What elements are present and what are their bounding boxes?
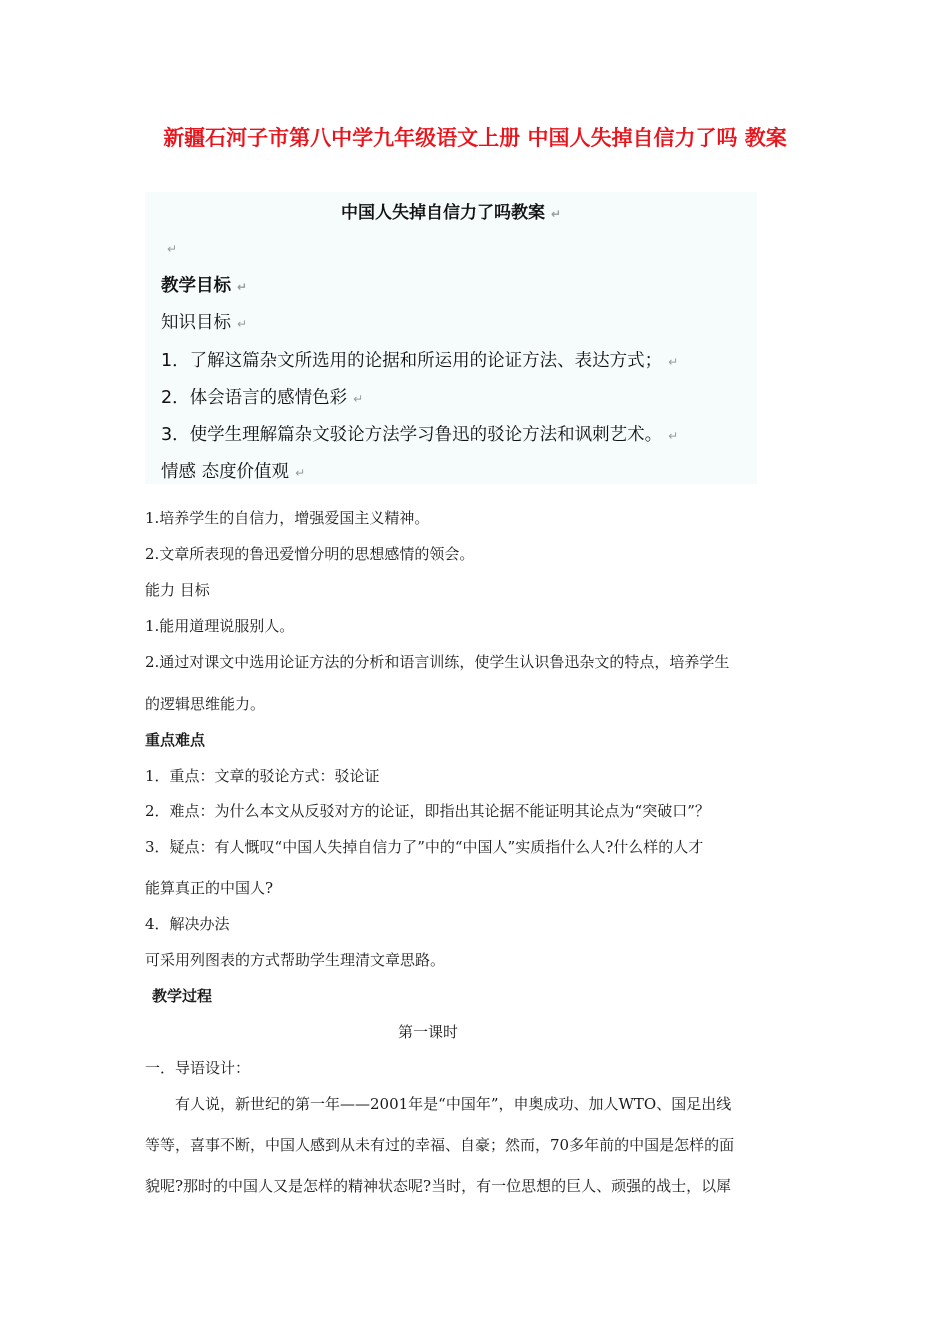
intro-paragraph-line-1: 有人说，新世纪的第一年——2001年是“中国年”，申奥成功、加人WTO、国足出线 <box>175 1095 732 1113</box>
intro-paragraph-line-3: 貌呢?那时的中国人又是怎样的精神状态呢?当时，有一位思想的巨人、顽强的战士，以犀 <box>145 1177 732 1195</box>
teaching-process-heading: 教学过程 <box>152 987 213 1005</box>
key-point-3-cont: 能算真正的中国人? <box>145 879 274 897</box>
return-mark-icon: ↵ <box>167 242 178 256</box>
return-mark-icon: ↵ <box>237 280 248 294</box>
return-mark-icon: ↵ <box>237 317 248 331</box>
return-mark-icon: ↵ <box>668 429 679 443</box>
intro-heading: 一．导语设计： <box>145 1059 251 1077</box>
return-mark-icon: ↵ <box>668 355 679 369</box>
ability-goal-2: 2.通过对课文中选用论证方法的分析和语言训练，使学生认识鲁迅杂文的特点，培养学生 <box>145 653 730 671</box>
scan-heading: 中国人失掉自信力了吗教案 ↵ <box>340 203 562 223</box>
key-point-1: 1．重点：文章的驳论方式：驳论证 <box>145 767 380 785</box>
key-points-heading: 重点难点 <box>145 731 206 749</box>
return-mark-icon: ↵ <box>295 466 306 480</box>
emotion-goal-2: 2.文章所表现的鲁迅爱憎分明的思想感情的领会。 <box>145 545 475 563</box>
scan-line-knowledge: 知识目标 ↵ <box>161 313 248 333</box>
page-title: 新疆石河子市第八中学九年级语文上册 中国人失掉自信力了吗 教案 <box>163 126 787 150</box>
empty-line <box>161 238 177 258</box>
key-point-4: 4．解决办法 <box>145 915 230 933</box>
key-point-3: 3．疑点：有人慨叹“中国人失掉自信力了”中的“中国人”实质指什么人?什么样的人才 <box>145 838 704 856</box>
emotion-goal-1: 1.培养学生的自信力，增强爱国主义精神。 <box>145 509 430 527</box>
scan-line-3: 3．使学生理解篇杂文驳论方法学习鲁迅的驳论方法和讽刺艺术。 ↵ <box>161 425 679 445</box>
lesson-heading: 第一课时 <box>397 1023 458 1041</box>
ability-heading: 能力 目标 <box>145 581 210 599</box>
ability-goal-2-cont: 的逻辑思维能力。 <box>145 695 266 713</box>
intro-paragraph-line-2: 等等，喜事不断，中国人感到从未有过的幸福、自豪；然而，70多年前的中国是怎样的面 <box>145 1136 735 1154</box>
ability-goal-1: 1.能用道理说服别人。 <box>145 617 295 635</box>
scan-line-2: 2．体会语言的感情色彩 ↵ <box>161 388 364 408</box>
key-point-2: 2．难点：为什么本文从反驳对方的论证，即指出其论据不能证明其论点为“突破口”？ <box>145 802 710 820</box>
scanned-excerpt <box>145 192 757 484</box>
scan-line-emotion: 情感 态度价值观 ↵ <box>161 462 306 482</box>
scan-line-1: 1．了解这篇杂文所选用的论据和所运用的论证方法、表达方式； ↵ <box>161 351 679 371</box>
scan-line-goals: 教学目标 ↵ <box>161 276 248 296</box>
return-mark-icon: ↵ <box>550 207 562 221</box>
solution-method: 可采用列图表的方式帮助学生理清文章思路。 <box>145 951 446 969</box>
return-mark-icon: ↵ <box>353 392 364 406</box>
